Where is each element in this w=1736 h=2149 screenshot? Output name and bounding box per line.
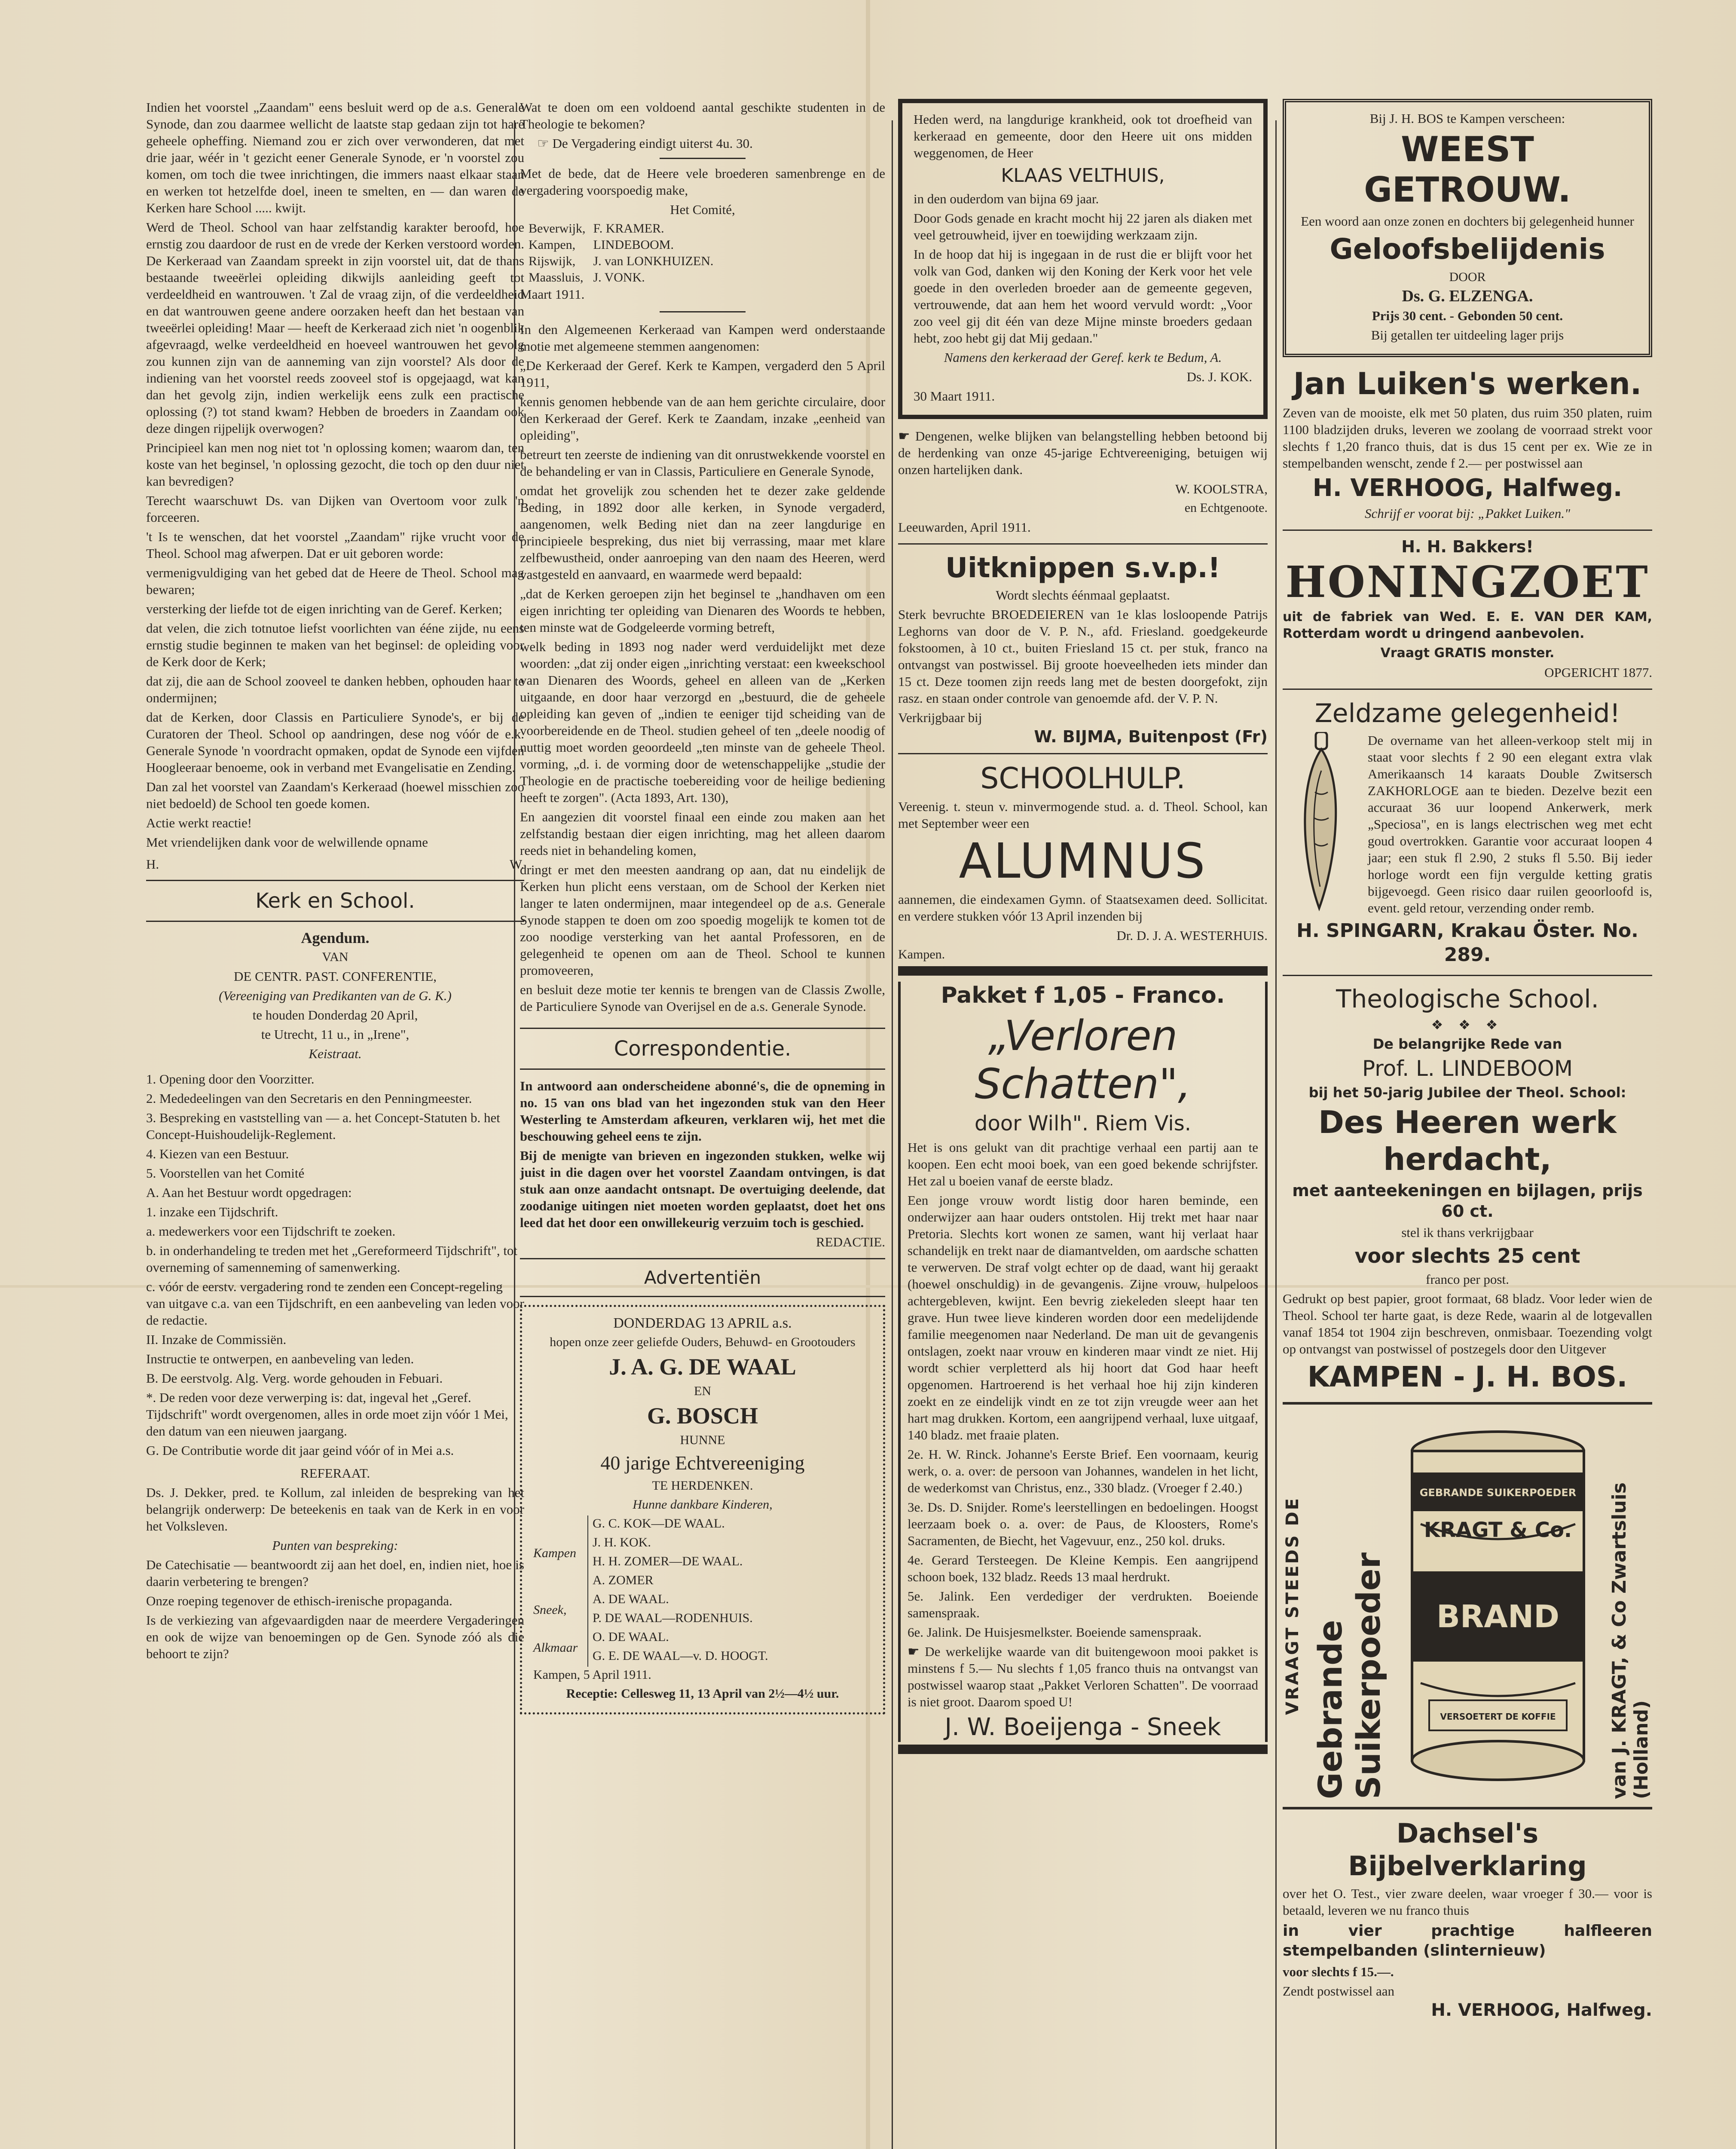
verloren-text-1: Het is ons gelukt van dit prachtige verhaal een partij aan te koopen. Een echt mooi boek, van een goed bekende schrijfster. Het zal u boeien vanaf de eerste bladz. [908,1140,1258,1188]
paragraph: dat zij, die aan de School zooveel te danken hebben, ophouden haar te ondermijnen; [146,673,524,705]
paragraph: 1. Opening door den Voorzitter. [146,1071,315,1087]
paragraph: betreurt ten zeerste de indiening van dit onrustwekkende voorstel en de behandeling er van in Classis, Particuliere en Generale Synode, [520,447,885,479]
prof-name: Prof. L. LINDEBOOM [1362,1056,1573,1081]
divider [146,880,524,881]
conference-street: Keistraat. [309,1046,362,1061]
paragraph: Met vriendelijken dank voor de welwillende opname [146,835,428,850]
paragraph: *. De reden voor deze verwerping is: dat, ingeval het „Geref. Tijdschrift" wordt overgenomen, alles in orde moet zijn vóór 1 Mei, den datum van een nieuwen jaargang. [146,1390,508,1439]
svg-text:VERSOETERT DE KOFFIE: VERSOETERT DE KOFFIE [1440,1711,1556,1722]
paragraph: 4. Kiezen van een Bestuur. [146,1146,289,1161]
paragraph: Is de verkiezing van afgevaardigden naar de meerdere Vergaderingen en ook de wijze van benoemingen op de Gen. Synode zóó als die behoort te zijn? [146,1613,524,1661]
paragraph: Terecht waarschuwt Ds. van Dijken van Overtoom voor zulk 'n forceeren. [146,493,524,525]
dachsel-text: over het O. Test., vier zware deelen, waar vroeger f 30.— voor is betaald, leveren we nu franco thuis [1283,1886,1652,1918]
paragraph: vermenigvuldiging van het gebed dat de Heere de Theol. School mag bewaren; [146,565,524,597]
referaat-text: Ds. J. Dekker, pred. te Kollum, zal inleiden de bespreking van het belangrijk onderwerp: De beteekenis en taak van de Kerk in en voor het Volksleven. [146,1485,524,1534]
franco-label: franco per post. [1426,1272,1509,1287]
dachsel-binding: in vier prachtige halfleeren stempelbanden (slinternieuw) [1283,1922,1652,1959]
verkrijgbaar-label: Verkrijgbaar bij [898,710,982,725]
signature-place: Beverwijk, [529,221,586,236]
paragraph: 5e. Jalink. Een verdediger der verdrukten. Boeiende samenspraak. [908,1589,1258,1620]
comite-date: Maart 1911. [520,287,585,302]
paragraph: welk beding in 1893 nog nader werd verduidelijkt met deze woorden: „dat zij onder eigen „inrichting verstaat: een kweekschool van Dienaren des Woords, geheel en alleen van de „Kerken uitgaande, en door haar verzorgd en „bestuurd, die de geheele opleiding kan geven of „indien te eeniger tijd scheiding van de voorbereidende en de Theol. studien geheel of ten „deele noodig of nuttig moet worden geoordeeld „ten minste van de geheele Theol. vorming, „d. i. de vorming door de wetenschappelijke „studie der Theologie en de practische toebereiding voor de heilige bediening heeft te zorgen". (Acta 1893, Art. 130), [520,639,885,805]
paragraph: 5. Voorstellen van het Comité [146,1166,305,1181]
weest-door: DOOR [1449,270,1486,284]
paragraph: versterking der liefde tot de eigen inrichting van de Geref. Kerken; [146,601,502,616]
verloren-author: door Wilh". Riem Vis. [975,1111,1191,1136]
waal-alkmaar-group: Alkmaar O. DE WAAL. G. E. DE WAAL—v. D. HOOGT. [533,1629,872,1667]
divider [898,753,1268,754]
rouw-ds: Ds. J. KOK. [1186,369,1252,384]
waal-kampen-group: Kampen G. C. KOK—DE WAAL. J. H. KOK. H. H. ZOMER—DE WAAL. A. ZOMER [533,1515,872,1591]
dank-text: ☛ Dengenen, welke blijken van belangstelling hebben betoond bij de herdenking van onze 45-jarige Echtvereeniging, betuigen wij onzen hartelijken dank. [898,429,1268,477]
verhoog-name: H. VERHOOG, Halfweg. [1312,474,1623,502]
paragraph: Actie werkt reactie! [146,815,252,830]
dank-sign-2: en Echtgenoote. [1184,501,1268,515]
heeren-title: Des Heeren werk herdacht, [1318,1104,1617,1177]
paragraph: Werd de Theol. School van haar zelfstandig karakter beroofd, hoe ernstig zou daardoor de rust en de vrede der Kerken verstoord worden. De Kerkeraad van Zaandam spreekt in zijn voorstel uit, dat de thans bestaande tweeërlei opleiding dikwijls aanleiding geeft tot verdeeldheid en wantrouwen. 't Zal de vraag zijn, of die verdeeldheid en dat wantrouwen geene andere oorzaken heeft dan het bestaan van tweeërlei opleiding! Maar — heeft de Kerkeraad zich niet 'n oogenblik afgevraagd, welke verdeeldheid en hoeveel wantrouwen het gevolg zou kunnen zijn van de aanneming van zijn voorstel? Als door de indiening van het voorstel reeds zooveel stof is opgejaagd, wat kan dan het gevolg zijn, indien werkelijk eens zulk een practische oplossing (?) tot stand kwam? Hebben de broeders in Zaandam ook deze dingen rijpelijk overwogen? [146,220,524,436]
signature-place: Rijswijk, [529,254,576,268]
agendum-van: VAN [322,950,348,964]
paragraph: a. medewerkers voor een Tijdschrift te zoeken. [146,1224,396,1239]
conference-sub: (Vereeniging van Predikanten van de G. K.) [219,988,452,1003]
pakket-title: Pakket f 1,05 - Franco. [941,983,1225,1008]
paragraph: G. De Contributie worde dit jaar geind vóór of in Mei a.s. [146,1443,454,1458]
paragraph: b. in onderhandeling te treden met het „Gereformeerd Tijdschrift", tot overneming of samenneming of samenwerking. [146,1243,518,1275]
weest-intro: Bij J. H. BOS te Kampen verscheen: [1369,111,1565,126]
honingzoet-title: HONINGZOET [1285,557,1650,607]
signature-name: J. van LONKHUIZEN. [593,254,714,268]
ornament: ❖ ❖ ❖ [1431,1017,1504,1032]
paragraph: J. H. KOK. [593,1535,651,1549]
paragraph: 4e. Gerard Tersteegen. De Kleine Kempis. Een aangrijpend schoon boek, 132 bladz. Reeds 13 maal herdrukt. [908,1552,1258,1584]
waal-herdenken: TE HERDENKEN. [652,1479,753,1493]
paragraph: 2e. H. W. Rinck. Johanne's Eerste Brief. Een voornaam, keurig werk, o. a. over: de persoon van Johannes, wandelen in het licht, de wederkomst van Christus, enz., 330 bladz. (Vroeger f 2.40.) [908,1447,1258,1495]
verloren-text-2: Een jonge vrouw wordt listig door haren beminde, een onderwijzer aan haar ouders ontstolen. Hij trekt met haar naar Pretoria. Slechts kort wonen ze samen, want hij verlaat haar schandelijk en trekt naar de diamantvelden, om aardsche schatten te verwerven. De straf volgt echter op de daad, want hij geraakt (hoewel onschuldig) in de gevangenis. Zijne vrouw, hulpeloos achtergebleven, kwijnt. Een bevrig ziekeleden sleept haar ten grave. Hun twee lieve kinderen worden door een medelijdende familie meegenomen naar Nederland. De man uit de gevangenis ontslagen, zoekt naar vrouw en kinderen maar vindt ze niet. Hij wordt schier verpletterd als hij hoort dat God haar heeft opgenomen. Hartroerend is het verhaal hoe hij zijn kinderen zoekt en ze eindelijk vindt en ze tot zijn vreugde weer aan het hart mag drukken. Kortom, een aangrijpend verhaal, luxe uitgaaf, 140 bladz. met fraaie platen. [908,1193,1258,1442]
paragraph: 6e. Jalink. De Huisjesmelkster. Boeiende samenspraak. [908,1625,1202,1640]
signature-row [529,237,721,253]
ad-weest-getrouw [1283,99,1652,357]
pointing-hand-icon: ☞ [537,136,553,151]
honingzoet-text: uit de fabriek van Wed. E. E. VAN DER KAM, Rotterdam wordt u dringend aanbevolen. [1283,609,1652,641]
weest-getallen: Bij getallen ter uitdeeling lager prijs [1371,328,1564,343]
rouw-age: in den ouderdom van bijna 69 jaar. [914,191,1099,206]
paragraph: „De Kerkeraad der Geref. Kerk te Kampen, vergaderd den 5 April 1911, [520,358,885,390]
article-zaandam [146,99,524,851]
books-list [908,1446,1258,1641]
waal-hunne: HUNNE [680,1433,725,1447]
paragraph: 't Is te wenschen, dat het voorstel „Zaandam" rijke vrucht voor de Theol. School mag afwerpen. Dat er uit geboren worde: [146,529,524,561]
honingzoet-opgericht: OPGERICHT 1877. [1544,665,1652,680]
bijma-name: W. BIJMA, Buitenpost (Fr) [1034,727,1268,746]
waal-receptie: Receptie: Cellesweg 11, 13 April van 2½—4½ uur. [566,1687,839,1701]
divider [1283,530,1652,531]
section-heading-kerk-en-school: Kerk en School. [255,889,415,913]
thans-label: stel ik thans verkrijgbaar [1401,1225,1534,1240]
signature-name: LINDEBOOM. [593,238,674,252]
punten-title: Punten van bespreking: [272,1538,398,1553]
divider [520,1258,885,1259]
paragraph: De Catechisatie — beantwoordt zij aan het doel, en, indien niet, hoe is daarin verbetering te brengen? [146,1557,524,1589]
svg-text:GEBRANDE SUIKERPOEDER: GEBRANDE SUIKERPOEDER [1419,1487,1577,1499]
waal-en: EN [694,1384,711,1398]
thick-bar [898,966,1268,976]
short-divider [660,311,746,312]
aantek-label: met aanteekeningen en bijlagen, prijs 60 ct. [1292,1181,1643,1221]
pakket-text: ☛ De werkelijke waarde van dit buitengewoon mooi pakket is minstens f 5.— Nu slechts f 1,05 franco thuis na ontvangst van postwissel waarop staat „Pakket Verloren Schatten". De voorraad is niet groot. Daarom spoed U! [908,1644,1258,1709]
waal-intro: hopen onze zeer geliefde Ouders, Behuwd- en Grootouders [550,1335,856,1349]
paragraph: dat de Kerken, door Classis en Particuliere Synode's, er bij de Curatoren der Theol. School op aandringen, dese nog vóór de e.k. Generale Synode 'n voordracht opmaken, opdat de Synode een vijfden Hoogleeraar benoeme, ook in verband met Evangelisatie en Zending. [146,710,524,775]
signature-place: Kampen, [529,238,576,252]
comite-signatures [529,220,721,286]
gebrande-title: Gebrande Suikerpoeder [1311,1552,1388,1799]
ad-verloren-schatten [898,982,1268,1742]
paragraph: En aangezien dit voorstel finaal een einde zou maken aan het zelfstandig bestaan dier eigen inrichting, mag het alleen daarom reeds niet in behandeling komen, [520,809,885,858]
alumnus-place: Kampen. [898,947,945,961]
conference-place: te Utrecht, 11 u., in „Irene", [261,1027,410,1042]
column-3 [898,99,1268,2149]
paragraph: B. De eerstvolg. Alg. Verg. worde gehouden in Febuari. [146,1371,443,1386]
divider [520,1028,885,1029]
rouw-namens: Namens den kerkeraad der Geref. kerk te Bedum, A. [944,350,1222,365]
jubilee-label: bij het 50-jarig Jubilee der Theol. School: [1308,1084,1626,1101]
signature-row [529,220,721,237]
schoolhulp-text: Vereenig. t. steun v. minvermogende stud. a. d. Theol. School, kan met September weer een [898,799,1268,831]
paragraph: Principieel kan men nog niet tot 'n oplossing komen; waarom dan, ten koste van het beginsel, 'n oplossing gezocht, die toch op den duur niet kan bevredigen? [146,440,524,489]
closing-prayer: Met de bede, dat de Heere vele broederen samenbrenge en de vergadering voorspoedig make, [520,166,885,198]
correspondentie-text [520,1078,885,1231]
paragraph: Instructie te ontwerpen, en aanbeveling van leden. [146,1351,414,1366]
paragraph: G. E. DE WAAL—v. D. HOOGT. [593,1649,768,1663]
comite-label: Het Comité, [670,202,735,217]
agenda-question: Wat te doen om een voldoend aantal geschikte studenten in de Theologie te bekomen? [520,100,885,132]
weest-price: Prijs 30 cent. - Gebonden 50 cent. [1372,308,1563,323]
waal-sneek-group: Sneek, A. DE WAAL. P. DE WAAL—RODENHUIS. [533,1591,872,1629]
waal-name-1: J. A. G. DE WAAL [609,1354,796,1380]
svg-text:KRAGT & Co.: KRAGT & Co. [1424,1518,1572,1542]
signature-name: J. VONK. [593,270,645,285]
uitknippen-title: Uitknippen s.v.p.! [945,552,1220,584]
pointing-hand-icon: ☛ [908,1644,925,1659]
dank-place: Leeuwarden, April 1911. [898,520,1031,535]
signature-name: F. KRAMER. [593,221,664,236]
paragraph: G. C. KOK—DE WAAL. [593,1516,725,1531]
weest-title: WEEST GETROUW. [1364,129,1571,210]
geloof-title: Geloofsbelijdenis [1330,233,1605,266]
divider [146,921,524,922]
divider [1283,975,1652,976]
section-heading-advertentien: Advertentiën [644,1267,761,1288]
kampen-bos: KAMPEN - J. H. BOS. [1307,1360,1628,1393]
boeijenga-name: J. W. Boeijenga - Sneek [944,1713,1221,1741]
paragraph: O. DE WAAL. [593,1630,669,1644]
ad-suikerpoeder [1283,1412,1652,1799]
paragraph: In den Algemeenen Kerkeraad van Kampen werd onderstaande motie met algemeene stemmen aangenomen: [520,322,885,354]
paragraph: In antwoord aan onderscheidene abonné's, die de opneming in no. 15 van ons blad van het ingezonden stuk van den Heer Westerling te Amsterdam afkeuren, verklaren wij, het met die beschouwing geheel eens te zijn. [520,1078,885,1144]
elzenga-name: Ds. G. ELZENGA. [1402,287,1533,305]
paragraph: II. Inzake de Commissiën. [146,1332,287,1347]
zeldzaam-title: Zeldzame gelegenheid! [1314,698,1620,729]
paragraph: Dan zal het voorstel van Zaandam's Kerkeraad (hoewel misschien zoo niet bedoeld) de School ten goede komen. [146,779,524,811]
waal-name-2: G. BOSCH [647,1403,758,1429]
column-1 [146,99,524,2149]
theol-title: Theologische School. [1336,984,1599,1013]
ad-horloge [1283,732,1652,919]
waal-dank: Hunne dankbare Kinderen, [633,1497,773,1512]
verhoog-name-2: H. VERHOOG, Halfweg. [1431,2000,1652,2020]
divider [898,543,1268,545]
vraagt-label: VRAAGT STEEDS DE [1283,1496,1302,1715]
bakkers-title: H. H. Bakkers! [1401,537,1534,556]
luiken-title: Jan Luiken's werken. [1293,366,1642,401]
rouw-text-1: Door Gods genade en kracht mocht hij 22 jaren als diaken met veel getrouwheid, ijver en toewijding werkzaam zijn. [914,211,1252,242]
rede-label: De belangrijke Rede van [1372,1036,1562,1052]
paragraph: c. vóór de eerstv. vergadering rond te zenden een Concept-regeling van uitgave c.a. van een Tijdschrift, en een aanbeveling van leden voor de redactie. [146,1279,524,1328]
tin-can-icon [1396,1425,1600,1786]
agendum-title: Agendum. [301,929,370,946]
paragraph: Onze roeping tegenover de ethisch-irenische propaganda. [146,1593,452,1608]
conference-name: DE CENTR. PAST. CONFERENTIE, [234,969,437,984]
divider [1283,1807,1652,1809]
paragraph: dat velen, die zich totnutoe liefst voorlichten van ééne zijde, nu eens ernstig studie beginnen te maken van het beginsel: de opleiding voor de Kerk door de Kerk; [146,621,524,669]
paragraph: A. ZOMER [593,1573,654,1587]
paragraph: 1. inzake een Tijdschrift. [146,1204,278,1219]
rouw-date: 30 Maart 1911. [914,389,995,404]
horloge-text: De overname van het alleen-verkoop stelt mij in staat voor slechts f 2 90 een elegant extra vlak Amerikaansch 14 karaats Double Zwitsersch ZAKHORLOGE aan te bieden. Dezelve bezit een accuraat 36 uur loopend Ankerwerk, merk „Speciosa", en is langs electrischen weg met echt goud overtrokken. Garantie voor accuraat loopen 4 jaar; een stuk fl 2.90, 2 stuks fl 5.50. Bij ieder horloge wordt een fijn vergulde ketting gratis bijgevoegd. Geen risico daar ruilen geoorloofd is, event. geld retour, verzending onder remb. [1368,733,1652,915]
paragraph: P. DE WAAL—RODENHUIS. [593,1611,753,1625]
column-2 [520,99,885,2149]
alumnus-sign: Dr. D. J. A. WESTERHUIS. [1116,928,1268,943]
paragraph: 3e. Ds. D. Snijder. Rome's leerstellingen en bedoelingen. Hoogst leerzaam boek o. a. over: de Paus, de Kloosters, Rome's Sacramenten, de Biecht, het Vagevuur, enz., 250 kol. druks. [908,1500,1258,1548]
paragraph: Indien het voorstel „Zaandam" eens besluit werd op de a.s. Generale Synode, dan zou daarmee wellicht de laatste stap gedaan zijn tot hare geheele opheffing. Niemand zou er zich over verwonderen, dat met drie jaar, wéér in 't gezicht eener Generale Synode, er 'n voorstel zou komen, om toch die twee inrichtingen, die immers naast elkaar staan en werken tot hetzelfde doel, ineen te smelten, en — dan waren de Kerken hare School ..... kwijt. [146,100,524,215]
motie-kampen [520,321,885,1015]
column-rule [892,120,893,2149]
slechts-price: voor slechts 25 cent [1354,1244,1580,1267]
short-divider [660,158,746,159]
referaat-title: REFERAAT. [300,1466,370,1481]
verloren-title: „Verloren Schatten", [975,1012,1191,1108]
conference-date: te houden Donderdag 20 April, [252,1007,418,1022]
paragraph: dringt er met den meesten aandrang op aan, dat nu eindelijk de Kerken hun plicht eens verstaan, om de School der Kerken niet langer te laten ondermijnen, maar integendeel op de a.s. Generale Synode stappen te doen om zoo spoedig mogelijk te komen tot de zoo noodige versterking van het aantal Professoren, en de gelegenheid te openen om aan de Theol. School te kunnen promoveeren, [520,862,885,978]
alumnus-title: ALUMNUS [959,833,1207,889]
section-heading-correspondentie: Correspondentie. [614,1037,792,1061]
waal-date: DONDERDAG 13 APRIL a.s. [613,1315,792,1331]
spingarn-name: H. SPINGARN, Krakau Öster. No. 289. [1296,920,1638,966]
paragraph: omdat het grovelijk zou schenden het te dezer zake geldende Beding, in 1892 door alle kerken, in Synode vergaderd, aangenomen, welk Beding niet dan na zeer langdurige en principieele bespreking, dus niet bij verrassing, maar met klare zelfbewustheid, onder aanroeping van den naam des Heeren, werd vastgesteld en aanvaard, en waarmede werd bepaald: [520,483,885,582]
luiken-schrijf: Schrijf er voorat bij: „Pakket Luiken." [1365,506,1570,521]
uitknippen-sub: Wordt slechts éénmaal geplaatst. [996,588,1170,603]
honingzoet-gratis: Vraagt GRATIS monster. [1380,646,1555,661]
paragraph: A. Aan het Bestuur wordt opgedragen: [146,1185,352,1200]
paragraph: kennis genomen hebbende van de aan hem gerichte circulaire, door den Kerkeraad der Geref. Kerk te Zaandam, inzake „eenheid van opleiding", [520,394,885,443]
rouw-name: KLAAS VELTHUIS, [1001,165,1165,187]
signature-row [529,253,721,269]
svg-text:BRAND: BRAND [1436,1598,1560,1635]
luiken-text: Zeven van de mooiste, elk met 50 platen, dus ruim 350 platen, ruim 1100 bladzijden druks, leveren we zoolang de voorraad strekt voor slechts f 1,20 franco thuis, dat is dus 15 cent per ex. Wie ze in stempelbanden wenscht, zende f 2.— per postwissel aan [1283,405,1652,471]
punten-list [146,1556,524,1662]
paragraph: A. DE WAAL. [593,1592,669,1606]
paragraph: 3. Bespreking en vaststelling van — a. het Concept-Statuten b. het Concept-Huishoudelijk-Reglement. [146,1110,500,1142]
waal-place-date: Kampen, 5 April 1911. [533,1668,651,1682]
paragraph: Bij de menigte van brieven en ingezonden stukken, welke wij juist in die dagen over het voorstel Zaandam ontvingen, is dat stuk aan onze aandacht ontsnapt. De overtuiging deelende, dat zoodanige uitingen niet moeten worden geplaatst, doet het ons leed dat het door een onwillekeurig verzuim toch is geschied. [520,1148,885,1230]
rouw-text-2: In de hoop dat hij is ingegaan in de rust die er blijft voor het volk van God, danken wij den Koning der Kerk voor het vele goede in den overleden broeder aan de gemeente gegeven, vertrouwende, dat aan hem het woord vervuld wordt: „Voor zoo veel gij dit één van deze Mijne minste broeders gedaan hebt, zoo hebt gij dat Mij gedaan." [914,247,1252,346]
dachsel-price: voor slechts f 15.—. [1283,1964,1394,1979]
theol-text: Gedrukt op best papier, groot formaat, 68 bladz. Voor leder wien de Theol. School ter harte gaat, is deze Rede, waarin al de lotgevallen vanaf 1854 tot 1904 zijn beschreven, onmisbaar. Toezending volgt op ontvangst van postwissel of postzegels door den Uitgever [1283,1291,1652,1356]
paragraph: 2. Mededeelingen van den Secretaris en den Penningmeester. [146,1091,472,1106]
paragraph: H. H. ZOMER—DE WAAL. [593,1554,743,1568]
kragt-label: van J. KRAGT, & Co Zwartsluis (Holland) [1608,1482,1652,1799]
paragraph: „dat de Kerken geroepen zijn het beginsel te „handhaven om een eigen inrichting ter opleiding van Dienaren des Woords te hebben, ten minste wat de Godgeleerde vorming betreft, [520,586,885,635]
article-signature [146,857,524,872]
dank-sign: W. KOOLSTRA, [1175,481,1268,496]
meeting-end: ☞ De Vergadering eindigt uiterst 4u. 30. [537,136,753,151]
agenda-list [146,1071,524,1459]
column-rule [1275,120,1277,2149]
weest-sub: Een woord aan onze zonen en dochters bij gelegenheid hunner [1301,214,1634,229]
divider [1283,689,1652,690]
dachsel-zendt: Zendt postwissel aan [1283,1984,1395,1999]
divider [1283,1402,1652,1405]
pointing-hand-icon: ☛ [898,429,916,444]
sign-right: W. [509,857,524,872]
rouw-intro: Heden werd, na langdurige krankheid, ook tot droefheid van kerkeraad en gemeente, door den Heere uit ons midden weggenomen, de Heer [914,112,1252,160]
divider [520,1296,885,1297]
divider [520,1068,885,1070]
ad-overlijden [898,99,1268,419]
thick-bar [898,1745,1268,1754]
dachsel-title: Dachsel's Bijbelverklaring [1348,1818,1587,1882]
alumnus-text: aannemen, die eindexamen Gymn. of Staatsexamen deed. Sollicitat. en verdere stukken vóór 13 April inzenden bij [898,892,1268,924]
redactie-sign: REDACTIE. [816,1234,885,1249]
sign-left: H. [146,857,159,872]
signature-place: Maassluis, [529,270,584,285]
ad-de-waal [520,1305,885,1714]
pocket-watch-icon [1283,732,1360,919]
schoolhulp-title: SCHOOLHULP. [980,762,1186,796]
paragraph: en besluit deze motie ter kennis te brengen van de Classis Zwolle, de Particuliere Synode van Overijsel en de a.s. Generale Synode. [520,982,885,1014]
signature-row [529,269,721,286]
uitknippen-text: Sterk bevruchte BROEDEIEREN van 1e klas losloopende Patrijs Leghorns van door de V. P. N., afd. Friesland. goedgekeurde fokstoomen, à 10 ct., buiten Friesland 15 ct. per stuk, franco na ontvangst van postwissel. Bij groote hoeveelheden iets minder dan 15 ct. Deze toomen zijn reeds lang met de besten doorgefokt, zijn rasz. en staan onder controle van genoemde afd. der V. P. N. [898,607,1268,706]
waal-jubilee: 40 jarige Echtvereeniging [600,1452,805,1474]
column-4 [1283,99,1652,2149]
